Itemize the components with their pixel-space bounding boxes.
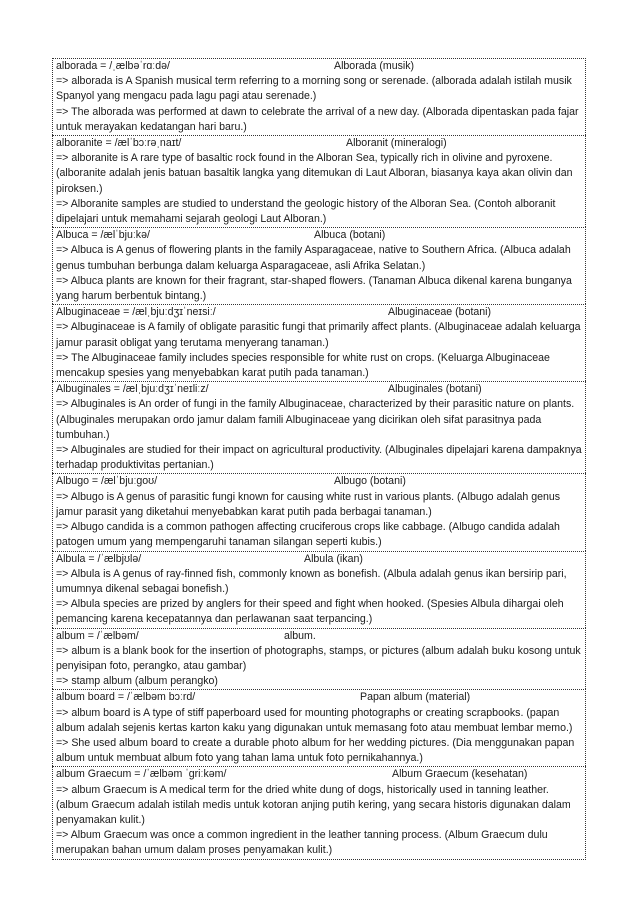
entry-header [56, 690, 583, 705]
entry-headword: alboranite = /ælˈbɔːrəˌnaɪt/ [56, 137, 182, 150]
entry-translation: Alboranit (mineralogi) [346, 137, 447, 150]
dictionary-entry [52, 227, 586, 304]
dictionary-entry [52, 473, 586, 550]
entry-headword: Albuca = /ælˈbjuːkə/ [56, 229, 150, 242]
entry-translation: Albugo (botani) [334, 475, 406, 488]
entry-translation: Papan album (material) [360, 691, 471, 704]
dictionary-entry [52, 628, 586, 690]
entry-headword: album board = /ˈælbəm bɔːrd/ [56, 691, 196, 704]
entry-example: => Albuginales is An order of fungi in the family Albuginaceae, characterized by their parasitic nature on plants. (Albuginales merupakan ordo jamur dalam famili Albuginaceae yang dicirikan oleh sifat parasitnya pada tumbuhan.) [56, 398, 575, 441]
dictionary-entry [52, 551, 586, 628]
dictionary-entry [52, 381, 586, 473]
entry-example: => Alboranite samples are studied to understand the geologic history of the Alboran Sea. (Contoh alboranit dipelajari untuk memahami sejarah geologi Laut Alboran.) [56, 197, 556, 226]
entry-example: => The Albuginaceae family includes species responsible for white rust on crops. (Keluarga Albuginaceae mencakup spesies yang menyebabkan karat putih pada tanaman.) [56, 351, 550, 380]
entry-example: => album Graecum is A medical term for the dried white dung of dogs, historically used in tanning leather. (album Graecum adalah istilah medis untuk kotoran anjing putih kering, yang secara historis digunakan dalam penyamakan kulit.) [56, 783, 571, 826]
entry-header [56, 474, 583, 489]
entry-header [56, 382, 583, 397]
entry-example: => album is a blank book for the insertion of photographs, stamps, or pictures (album adalah buku kosong untuk penyisipan foto, perangko, atau gambar) [56, 644, 581, 672]
entry-example: => alboranite is A rare type of basaltic rock found in the Alboran Sea, typically rich in olivine and pyroxene. (alboranite adalah jenis batuan basaltik langka yang ditemukan di Laut Alboran, biasanya kaya akan olivin dan piroksen.) [56, 152, 573, 195]
entry-headword: Albuginaceae = /ælˌbjuːdʒɪˈneɪsiː/ [56, 306, 216, 319]
entry-header [56, 767, 583, 782]
entry-header [56, 59, 583, 74]
entry-example: => Albuca is A genus of flowering plants in the family Asparagaceae, native to Southern Africa. (Albuca adalah genus tumbuhan berbunga dalam keluarga Asparagaceae, asli Afrika Selatan.) [56, 244, 571, 272]
entry-example: => The alborada was performed at dawn to celebrate the arrival of a new day. (Alborada dipentaskan pada fajar untuk merayakan kedatangan hari baru.) [56, 105, 579, 133]
entry-example: => Albuca plants are known for their fragrant, star-shaped flowers. (Tanaman Albuca dikenal karena bunganya yang harum berbentuk bintang.) [56, 274, 572, 303]
entry-example: => Albugo is A genus of parasitic fungi known for causing white rust in various plants. (Albugo adalah genus jamur parasit yang diketahui menyebabkan karat putih pada berbagai tanaman.) [56, 490, 561, 518]
entry-example: => Albuginaceae is A family of obligate parasitic fungi that primarily affect plants. (Albuginaceae adalah keluarga jamur parasit obligat yang terutama menyerang tanaman.) [56, 321, 581, 349]
entry-example: => album board is A type of stiff paperboard used for mounting photographs or creating scrapbooks. (papan album adalah sejenis kertas karton kaku yang digunakan untuk memasang foto atau membuat lembar memo.) [56, 706, 573, 734]
dictionary-entry [52, 766, 586, 859]
entry-headword: Albula = /ˈælbjʊlə/ [56, 552, 142, 565]
entry-header [56, 136, 583, 151]
entry-example: => Album Graecum was once a common ingredient in the leather tanning process. (Album Graecum dulu merupakan bahan umum dalam proses penyamakan kulit.) [56, 829, 548, 857]
dictionary-entry [52, 58, 586, 135]
entry-translation: Alborada (musik) [334, 60, 415, 72]
dictionary-page [52, 58, 586, 860]
entry-example: => stamp album (album perangko) [56, 675, 218, 688]
entry-headword: Albuginales = /ælˌbjuːdʒɪˈneɪliːz/ [56, 383, 209, 396]
entry-translation: Albuca (botani) [314, 229, 386, 242]
dictionary-entry [52, 689, 586, 766]
entry-translation: Albuginales (botani) [388, 383, 482, 396]
entry-headword: alborada = /ˌælbəˈrɑːdə/ [56, 60, 170, 72]
entry-headword: Albugo = /ælˈbjuːɡoʊ/ [56, 475, 158, 488]
entry-translation: album. [284, 629, 316, 642]
entry-translation: Albula (ikan) [304, 552, 363, 565]
entry-example: => alborada is A Spanish musical term referring to a morning song or serenade. (alborada adalah istilah musik Spanyol yang mengacu pada lagu pagi atau serenade.) [56, 75, 572, 103]
entry-translation: Album Graecum (kesehatan) [392, 768, 528, 781]
entry-header [56, 228, 583, 243]
entry-example: => She used album board to create a durable photo album for her wedding pictures. (Dia menggunakan papan album untuk membuat album foto yang tahan lama untuk foto pernikahannya.) [56, 736, 575, 765]
entry-headword: album = /ˈælbəm/ [56, 629, 139, 642]
entry-translation: Albuginaceae (botani) [388, 306, 492, 319]
dictionary-entry [52, 135, 586, 227]
entry-example: => Albugo candida is a common pathogen affecting cruciferous crops like cabbage. (Albugo candida adalah patogen umum yang mempengaruhi tanaman silangan seperti kubis.) [56, 521, 560, 549]
entry-headword: album Graecum = /ˈælbəm ˈɡriːkəm/ [56, 768, 227, 781]
entry-example: => Albula is A genus of ray-finned fish, commonly known as bonefish. (Albula adalah genus ikan bersirip pari, umumnya dikenal sebagai bonefish.) [56, 567, 567, 595]
dictionary-entry [52, 304, 586, 381]
entry-example: => Albuginales are studied for their impact on agricultural productivity. (Albuginales dipelajari karena dampaknya terhadap produktivitas pertanian.) [56, 444, 582, 472]
entry-header [56, 629, 583, 644]
entry-header [56, 305, 583, 320]
entry-example: => Albula species are prized by anglers for their speed and fight when hooked. (Spesies Albula dihargai oleh pemancing karena kecepatannya dan perlawanan saat terpancing.) [56, 598, 564, 626]
entry-header [56, 552, 583, 567]
